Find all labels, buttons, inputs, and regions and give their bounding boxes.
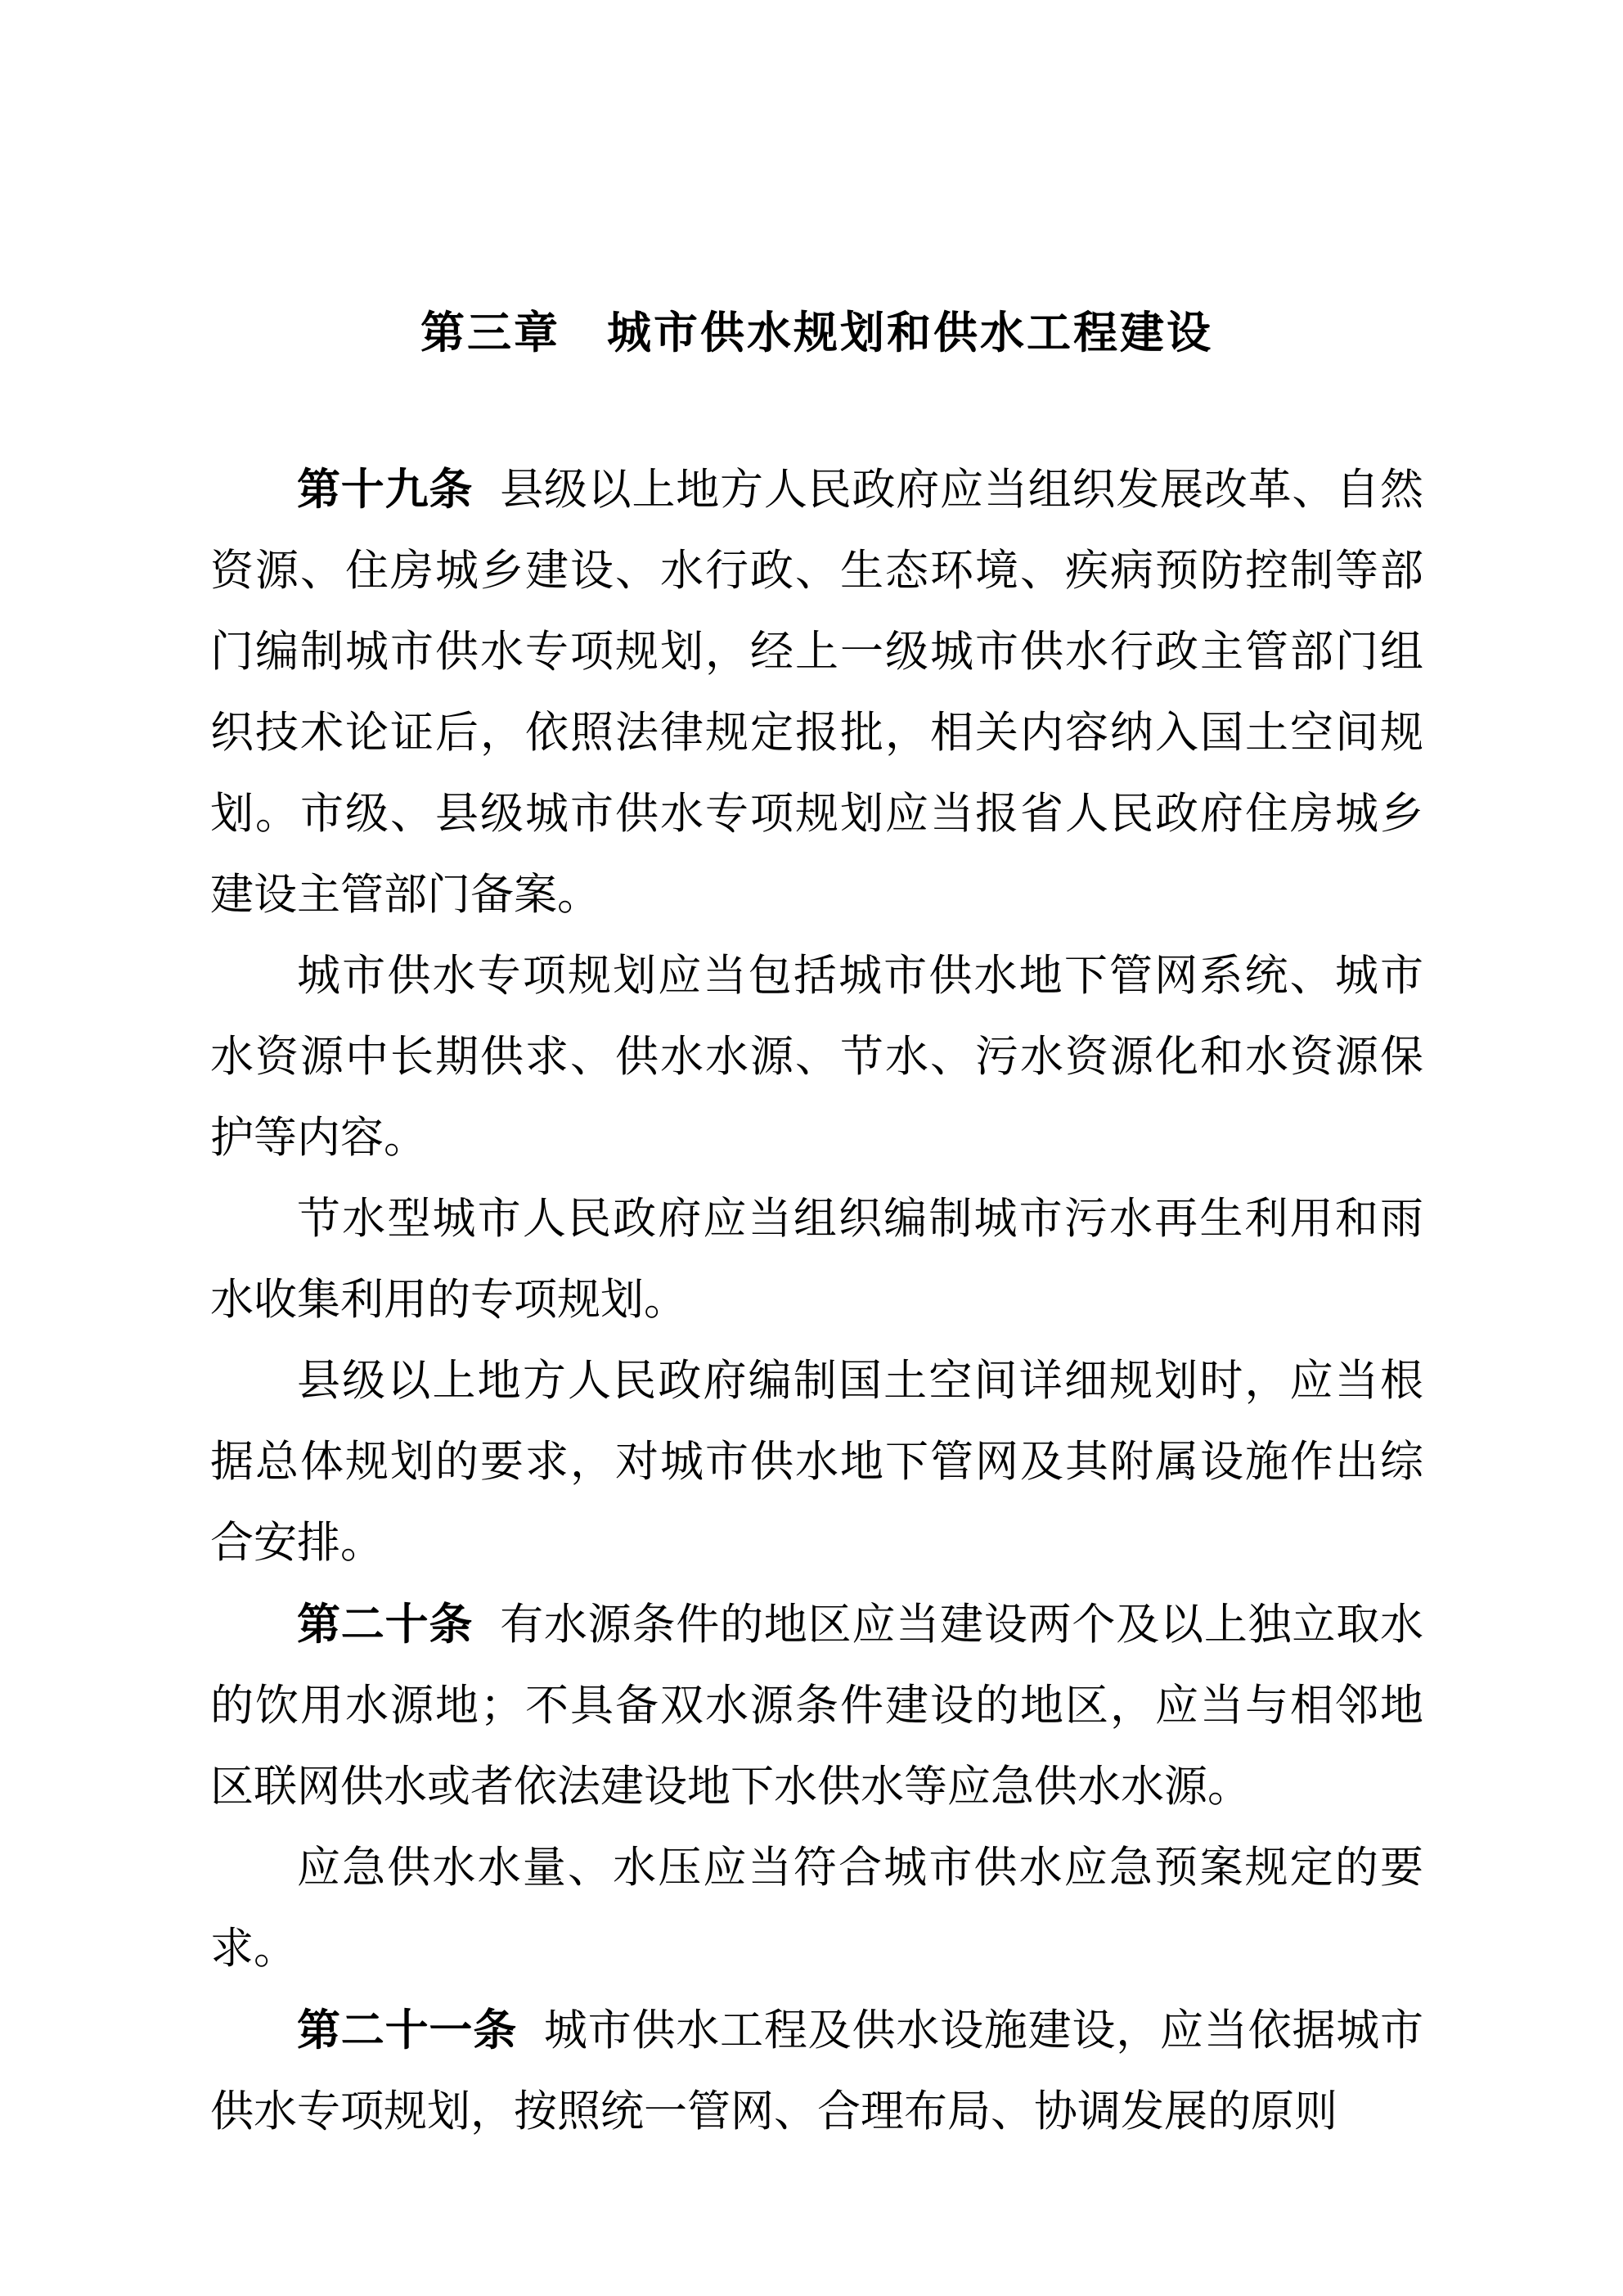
- article-19-text: 县级以上地方人民政府应当组织发展改革、自然资源、住房城乡建设、水行政、生态环境、疾病预防控制等部门编制城市供水专项规划，经上一级城市供水行政主管部门组织技术论证后，依照法律规定报批，相关内容纳入国土空间规划。市级、县级城市供水专项规划应当报省人民政府住房城乡建设主管部门备案。: [210, 466, 1424, 919]
- article-19-paragraph-3-text: 节水型城市人民政府应当组织编制城市污水再生利用和雨水收集利用的专项规划。: [210, 1195, 1423, 1324]
- article-20-paragraph-1: [210, 1584, 1423, 1828]
- article-20-paragraph-2: [210, 1828, 1423, 1990]
- article-20-paragraph-2-text: 应急供水水量、水压应当符合城市供水应急预案规定的要求。: [210, 1844, 1423, 1973]
- article-21-paragraph-1: [210, 1990, 1423, 2153]
- article-19-number-label: 第十九条: [297, 466, 474, 514]
- chapter-title: 第三章 城市供水规划和供水工程建设: [420, 308, 1213, 358]
- article-21-number-label: 第二十一条: [297, 2006, 517, 2055]
- article-19-paragraph-1: [210, 449, 1423, 936]
- article-20-number-label: 第二十条: [297, 1600, 474, 1649]
- article-21-text: 城市供水工程及供水设施建设，应当依据城市供水专项规划，按照统一管网、合理布局、协调发展的原则: [210, 2007, 1424, 2136]
- article-20-text: 有水源条件的地区应当建设两个及以上独立取水的饮用水源地；不具备双水源条件建设的地区，应当与相邻地区联网供水或者依法建设地下水供水等应急供水水源。: [210, 1601, 1424, 1811]
- article-19-paragraph-4-text: 县级以上地方人民政府编制国土空间详细规划时，应当根据总体规划的要求，对城市供水地下管网及其附属设施作出综合安排。: [210, 1357, 1423, 1567]
- article-19-paragraph-4: [210, 1341, 1423, 1584]
- article-19-paragraph-2-text: 城市供水专项规划应当包括城市供水地下管网系统、城市水资源中长期供求、供水水源、节水、污水资源化和水资源保护等内容。: [210, 952, 1423, 1162]
- document-body: [210, 449, 1423, 2153]
- article-19-paragraph-3: [210, 1179, 1423, 1341]
- article-19-paragraph-2: [210, 936, 1423, 1179]
